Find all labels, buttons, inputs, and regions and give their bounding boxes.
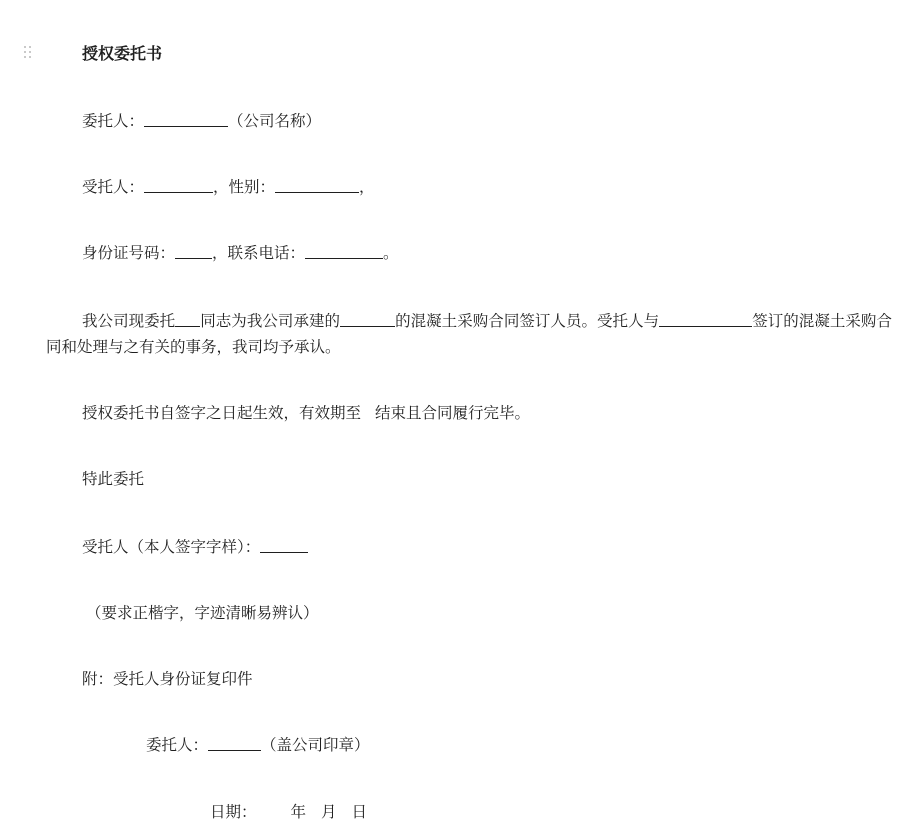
agent-signature-label: 受托人（本人签字字样）： [82, 538, 261, 556]
phone-blank[interactable] [305, 241, 383, 259]
principal-seal-note: （盖公司印章） [261, 736, 370, 754]
date-label: 日期： [210, 803, 257, 821]
id-number-blank[interactable] [175, 241, 212, 259]
date-line [46, 799, 892, 825]
agent-name-blank[interactable] [144, 175, 213, 193]
id-line-end: 。 [383, 244, 399, 262]
block-drag-handle-icon[interactable] [24, 46, 32, 60]
hereby-line: 特此委托 [82, 470, 145, 488]
principal-seal-line [46, 732, 892, 758]
principal-line [46, 108, 892, 134]
id-number-label: 身份证号码： [82, 244, 176, 262]
authorization-body-paragraph [46, 308, 892, 360]
agent-gender-label: ，性别： [213, 178, 276, 196]
date-day: 日 [351, 803, 368, 821]
validity-line [46, 400, 892, 426]
body-text-3: 的混凝土采购合同签订人员。受托人与 [395, 312, 660, 330]
counterparty-blank[interactable] [659, 309, 752, 327]
validity-text-2: 结束且合同履行完毕。 [375, 404, 531, 422]
principal-label: 委托人： [82, 112, 145, 130]
body-text-2: 同志为我公司承建的 [200, 312, 341, 330]
delegate-name-blank[interactable] [175, 309, 200, 327]
body-text-1: 我公司现委托 [82, 312, 176, 330]
agent-gender-blank[interactable] [275, 175, 359, 193]
principal-name-blank[interactable] [144, 109, 228, 127]
agent-signature-line [46, 534, 892, 560]
project-name-blank[interactable] [340, 309, 395, 327]
agent-label: 受托人： [82, 178, 145, 196]
validity-text-1: 授权委托书自签字之日起生效，有效期至 [82, 404, 362, 422]
principal-note: （公司名称） [228, 112, 322, 130]
principal-seal-blank[interactable] [208, 733, 261, 751]
agent-line-end: ， [359, 178, 375, 196]
date-month: 月 [321, 803, 337, 821]
date-year: 年 [290, 803, 307, 821]
attachment-line: 附：受托人身份证复印件 [82, 670, 253, 688]
id-phone-line [46, 240, 892, 266]
principal-seal-label: 委托人： [146, 736, 209, 754]
document-title: 授权委托书 [82, 44, 163, 63]
requirement-line: （要求正楷字，字迹清晰易辨认） [86, 604, 319, 622]
phone-label: ，联系电话： [212, 244, 306, 262]
agent-signature-blank[interactable] [260, 535, 308, 553]
body-text-4: 签订的混凝土采购合同和处理与之有关的事务，我司均予承认。 [46, 312, 892, 356]
agent-line [46, 174, 892, 200]
